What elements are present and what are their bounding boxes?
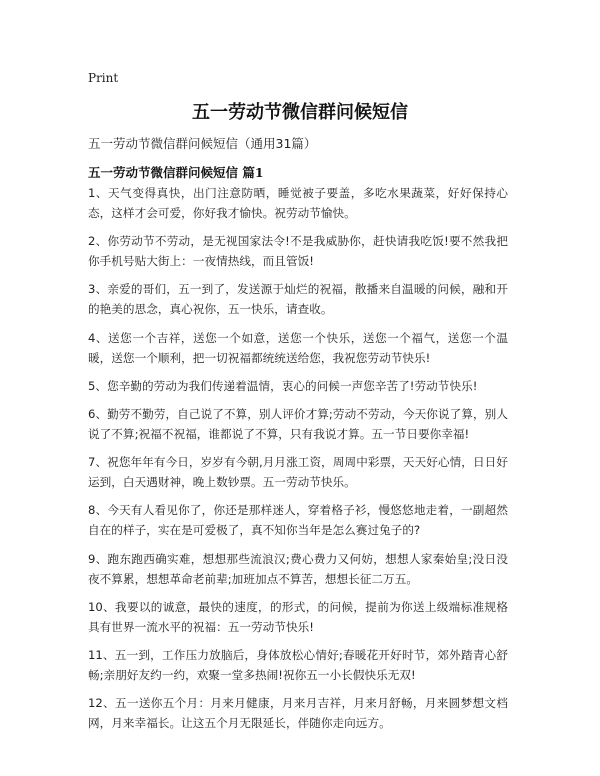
paragraph: 4、送您一个吉祥，送您一个如意，送您一个快乐，送您一个福气，送您一个温暖，送您一个顺利，把一切祝福都统统送给您，我祝您劳动节快乐! — [88, 330, 508, 365]
section-heading: 五一劳动节微信群问候短信 篇1 — [88, 165, 264, 180]
page-title: 五一劳动节微信群问候短信 — [192, 102, 408, 123]
paragraph: 7、祝您年年有今日，岁岁有今朝,月月涨工资，周周中彩票，天天好心情，日日好运到，白天遇财神，晚上数钞票。五一劳动节快乐。 — [88, 455, 508, 490]
paragraph: 11、五一到，工作压力放脑后，身体放松心情好;春暖花开好时节，郊外踏青心舒畅;亲朋好友约一约，欢聚一堂多热闹!祝你五一小长假快乐无双! — [88, 647, 508, 682]
paragraph: 10、我要以的诚意，最快的速度，的形式，的问候，提前为你送上级端标准规格具有世界一流水平的祝福：五一劳动节快乐! — [88, 599, 508, 634]
paragraph: 1、天气变得真快，出门注意防晒，睡觉被子要盖，多吃水果蔬菜，好好保持心态，这样才会可爱，你好我才愉快。祝劳动节愉快。 — [88, 186, 508, 220]
paragraph: 5、您辛勤的劳动为我们传递着温情，衷心的问候一声您辛苦了!劳动节快乐! — [88, 378, 478, 393]
paragraph: 3、亲爱的哥们，五一到了，发送源于灿烂的祝福，散播来自温暖的问候，融和开的艳美的思念，真心祝你，五一快乐，请查收。 — [88, 282, 508, 317]
article-body — [88, 183, 508, 741]
document-subtitle: 五一劳动节微信群问候短信（通用31篇） — [88, 136, 317, 151]
print-link[interactable]: Print — [88, 71, 119, 85]
paragraph: 12、五一送你五个月：月来月健康，月来月吉祥，月来月舒畅，月来圆梦想文档网，月来幸福长。让这五个月无限延长，伴随你走向远方。 — [88, 696, 508, 731]
paragraph: 9、跑东跑西确实难，想想那些流浪汉;费心费力又何妨，想想人家秦始皇;没日没夜不算累，想想革命老前辈;加班加点不算苦，想想长征二万五。 — [88, 551, 508, 586]
paragraph: 2、你劳动节不劳动，是无视国家法令!不是我威胁你，赶快请我吃饭!要不然我把你手机号贴大街上：一夜情热线，而且管饭! — [88, 234, 508, 269]
paragraph: 8、今天有人看见你了，你还是那样迷人，穿着格子衫，慢悠悠地走着，一副超然自在的样子，实在是可爱极了，真不知你当年是怎么赛过兔子的? — [88, 503, 508, 538]
paragraph: 6、勤劳不勤劳，自己说了不算，别人评价才算;劳动不劳动，今天你说了算，别人说了不算;祝福不祝福，谁都说了不算，只有我说才算。五一节日要你幸福! — [88, 406, 508, 441]
